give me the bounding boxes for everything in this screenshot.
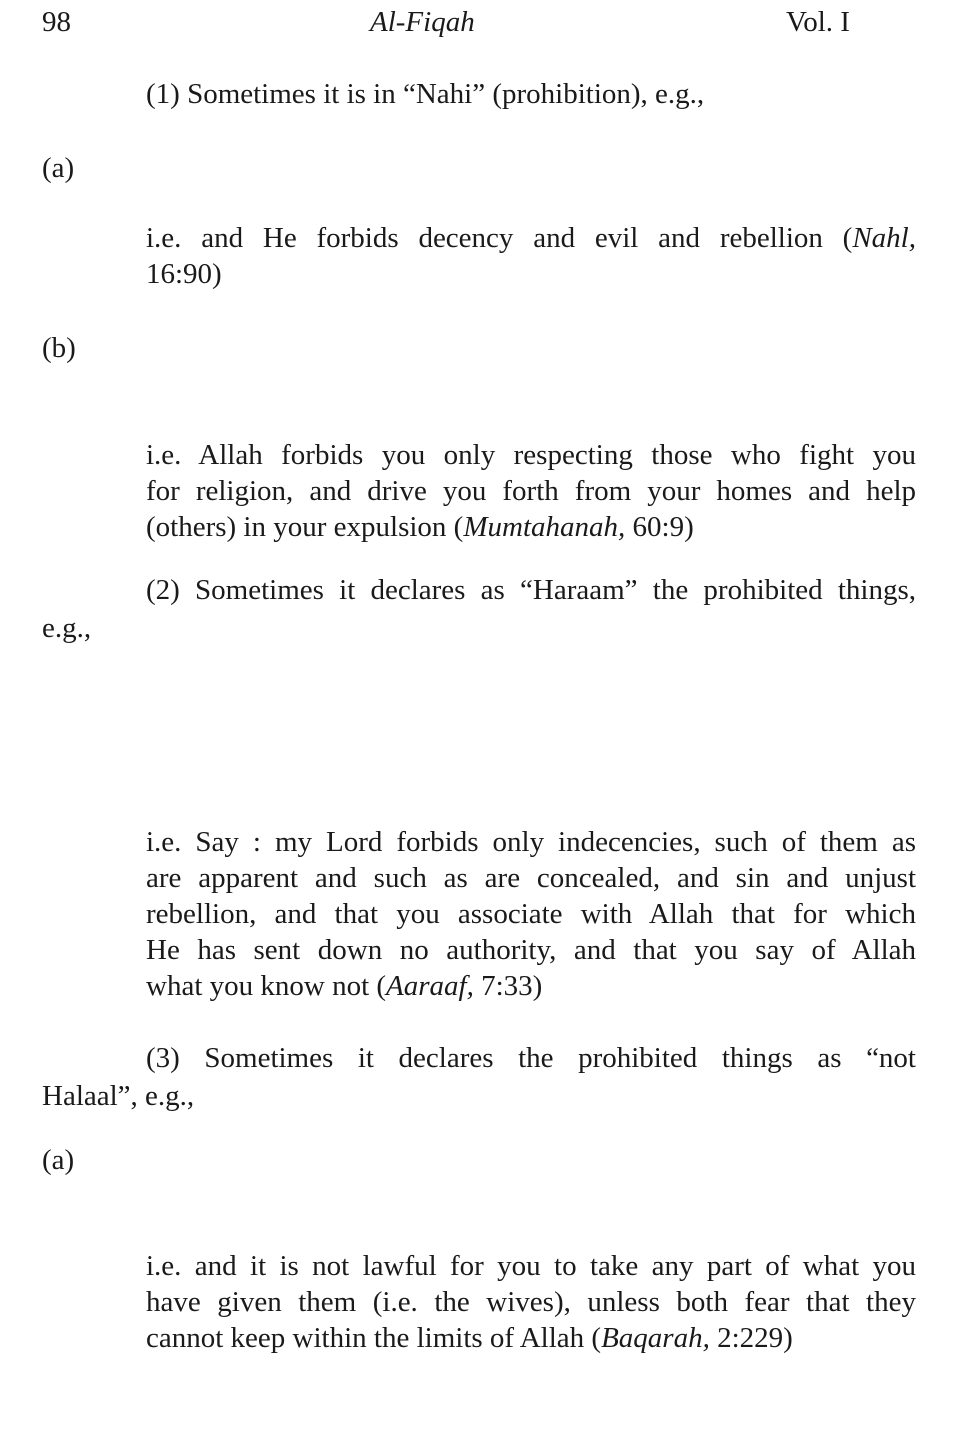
section1-item-b-label: (b) — [42, 332, 76, 364]
section2-intro-eg: e.g., — [42, 612, 92, 644]
section1-item-a-label: (a) — [42, 152, 75, 184]
section2-intro: (2) Sometimes it declares as “Haraam” the prohibited things, — [146, 574, 916, 606]
translation-line: He has sent down no authority, and that you say of Allah — [146, 934, 916, 966]
translation-line: for religion, and drive you forth from your homes and help — [146, 475, 916, 507]
section1-item-a-translation — [146, 220, 916, 292]
translation-line: are apparent and such as are concealed, and sin and unjust — [146, 862, 916, 894]
translation-line: i.e. and He forbids decency and evil and rebellion (Nahl, — [146, 222, 916, 254]
section3-intro: (3) Sometimes it declares the prohibited things as “not — [146, 1042, 916, 1074]
translation-line: 16:90) — [146, 258, 222, 290]
section3-item-a-label: (a) — [42, 1144, 75, 1176]
translation-line: i.e. Allah forbids you only respecting those who fight you — [146, 439, 916, 471]
page-number: 98 — [42, 6, 71, 38]
section3-intro-cont: Halaal”, e.g., — [42, 1080, 195, 1112]
translation-line: (others) in your expulsion (Mumtahanah, 60:9) — [146, 511, 694, 543]
translation-line: what you know not (Aaraaf, 7:33) — [146, 970, 543, 1002]
translation-line: cannot keep within the limits of Allah (Baqarah, 2:229) — [146, 1322, 793, 1354]
volume-label: Vol. I — [786, 6, 850, 38]
section2-translation — [146, 824, 916, 1004]
section3-item-a-translation — [146, 1248, 916, 1356]
book-title: Al-Fiqah — [370, 6, 475, 38]
section1-intro: (1) Sometimes it is in “Nahi” (prohibition), e.g., — [146, 78, 705, 110]
translation-line: rebellion, and that you associate with Allah that for which — [146, 898, 916, 930]
translation-line: i.e. and it is not lawful for you to take any part of what you — [146, 1250, 916, 1282]
section1-item-b-translation — [146, 437, 916, 545]
translation-line: have given them (i.e. the wives), unless both fear that they — [146, 1286, 916, 1318]
translation-line: i.e. Say : my Lord forbids only indecencies, such of them as — [146, 826, 916, 858]
